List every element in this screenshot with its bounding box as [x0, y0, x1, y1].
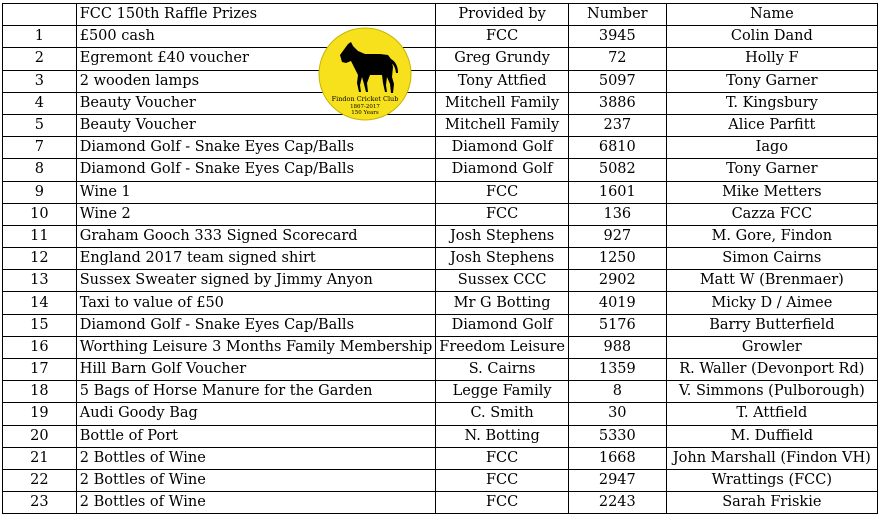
provider-cell: Tony Attfied [436, 70, 569, 92]
table-row [3, 359, 878, 381]
row-number: 10 [3, 203, 77, 225]
winner-name-cell: Wrattings (FCC) [666, 469, 877, 491]
prize-cell: Egremont £40 voucher [76, 48, 436, 70]
table-row [3, 403, 878, 425]
table-row [3, 447, 878, 469]
provider-cell: Legge Family [436, 381, 569, 403]
prize-cell: Taxi to value of £50 [76, 292, 436, 314]
ticket-number-cell: 8 [568, 381, 666, 403]
ticket-number-cell: 1601 [568, 181, 666, 203]
prize-cell: Beauty Voucher [76, 92, 436, 114]
prize-cell: Hill Barn Golf Voucher [76, 359, 436, 381]
prize-cell: 2 Bottles of Wine [76, 447, 436, 469]
prize-cell: Bottle of Port [76, 425, 436, 447]
provider-cell: FCC [436, 181, 569, 203]
ticket-number-cell: 2947 [568, 469, 666, 491]
ticket-number-cell: 3886 [568, 92, 666, 114]
prize-cell: 2 Bottles of Wine [76, 492, 436, 514]
ticket-number-cell: 72 [568, 48, 666, 70]
row-number: 5 [3, 114, 77, 136]
ticket-number-cell: 5097 [568, 70, 666, 92]
provider-cell: FCC [436, 492, 569, 514]
provider-cell: Mitchell Family [436, 114, 569, 136]
row-number: 7 [3, 137, 77, 159]
table-row [3, 336, 878, 358]
header-provided-by: Provided by [436, 4, 569, 26]
table-row [3, 492, 878, 514]
row-number: 8 [3, 159, 77, 181]
provider-cell: Mitchell Family [436, 92, 569, 114]
table-row [3, 114, 878, 136]
prize-cell: Diamond Golf - Snake Eyes Cap/Balls [76, 137, 436, 159]
table-row [3, 469, 878, 491]
provider-cell: FCC [436, 469, 569, 491]
row-number: 12 [3, 248, 77, 270]
ticket-number-cell: 2902 [568, 270, 666, 292]
provider-cell: Diamond Golf [436, 159, 569, 181]
row-number: 20 [3, 425, 77, 447]
table-row [3, 248, 878, 270]
header-prize: FCC 150th Raffle Prizes [76, 4, 436, 26]
prize-cell: Worthing Leisure 3 Months Family Membership [76, 336, 436, 358]
row-number: 15 [3, 314, 77, 336]
prize-cell: 5 Bags of Horse Manure for the Garden [76, 381, 436, 403]
winner-name-cell: Tony Garner [666, 159, 877, 181]
provider-cell: FCC [436, 26, 569, 48]
provider-cell: Diamond Golf [436, 314, 569, 336]
provider-cell: FCC [436, 203, 569, 225]
winner-name-cell: M. Duffield [666, 425, 877, 447]
table-row [3, 70, 878, 92]
table-row [3, 225, 878, 247]
winner-name-cell: V. Simmons (Pulborough) [666, 381, 877, 403]
ticket-number-cell: 1359 [568, 359, 666, 381]
row-number: 14 [3, 292, 77, 314]
ticket-number-cell: 1668 [568, 447, 666, 469]
prize-cell: 2 Bottles of Wine [76, 469, 436, 491]
row-number: 11 [3, 225, 77, 247]
prize-cell: Graham Gooch 333 Signed Scorecard [76, 225, 436, 247]
table-row [3, 292, 878, 314]
winner-name-cell: Colin Dand [666, 26, 877, 48]
prize-cell: England 2017 team signed shirt [76, 248, 436, 270]
winner-name-cell: Mike Metters [666, 181, 877, 203]
ticket-number-cell: 6810 [568, 137, 666, 159]
winner-name-cell: R. Waller (Devonport Rd) [666, 359, 877, 381]
ticket-number-cell: 927 [568, 225, 666, 247]
row-number: 16 [3, 336, 77, 358]
table-row [3, 425, 878, 447]
table-row [3, 137, 878, 159]
row-number: 13 [3, 270, 77, 292]
logo-years: 1867-2017 [350, 104, 380, 110]
winner-name-cell: Micky D / Aimee [666, 292, 877, 314]
prize-cell: 2 wooden lamps [76, 70, 436, 92]
ticket-number-cell: 30 [568, 403, 666, 425]
header-name: Name [666, 4, 877, 26]
winner-name-cell: T. Attfield [666, 403, 877, 425]
winner-name-cell: Simon Cairns [666, 248, 877, 270]
row-number: 4 [3, 92, 77, 114]
ticket-number-cell: 5082 [568, 159, 666, 181]
provider-cell: Diamond Golf [436, 137, 569, 159]
winner-name-cell: Growler [666, 336, 877, 358]
prize-cell: Diamond Golf - Snake Eyes Cap/Balls [76, 314, 436, 336]
row-number: 18 [3, 381, 77, 403]
header-row [3, 4, 878, 26]
provider-cell: N. Botting [436, 425, 569, 447]
ticket-number-cell: 3945 [568, 26, 666, 48]
table-row [3, 48, 878, 70]
table-row [3, 159, 878, 181]
provider-cell: Josh Stephens [436, 248, 569, 270]
provider-cell: Freedom Leisure [436, 336, 569, 358]
prize-cell: Audi Goody Bag [76, 403, 436, 425]
winner-name-cell: Matt W (Brenmaer) [666, 270, 877, 292]
table-row [3, 381, 878, 403]
winner-name-cell: Alice Parfitt [666, 114, 877, 136]
provider-cell: Mr G Botting [436, 292, 569, 314]
findon-cricket-club-logo [318, 27, 412, 121]
row-number: 17 [3, 359, 77, 381]
row-number: 3 [3, 70, 77, 92]
row-number: 19 [3, 403, 77, 425]
ticket-number-cell: 5330 [568, 425, 666, 447]
prize-cell: Sussex Sweater signed by Jimmy Anyon [76, 270, 436, 292]
table-row [3, 314, 878, 336]
prize-cell: Beauty Voucher [76, 114, 436, 136]
table-row [3, 270, 878, 292]
table-row [3, 92, 878, 114]
winner-name-cell: Sarah Friskie [666, 492, 877, 514]
table-row [3, 181, 878, 203]
provider-cell: S. Cairns [436, 359, 569, 381]
ticket-number-cell: 1250 [568, 248, 666, 270]
winner-name-cell: Holly F [666, 48, 877, 70]
ticket-number-cell: 4019 [568, 292, 666, 314]
ticket-number-cell: 136 [568, 203, 666, 225]
prize-cell: Wine 1 [76, 181, 436, 203]
prize-cell: Diamond Golf - Snake Eyes Cap/Balls [76, 159, 436, 181]
provider-cell: C. Smith [436, 403, 569, 425]
ticket-number-cell: 988 [568, 336, 666, 358]
row-number: 2 [3, 48, 77, 70]
provider-cell: Josh Stephens [436, 225, 569, 247]
row-number: 22 [3, 469, 77, 491]
ticket-number-cell: 237 [568, 114, 666, 136]
winner-name-cell: Iago [666, 137, 877, 159]
table-row [3, 26, 878, 48]
winner-name-cell: John Marshall (Findon VH) [666, 447, 877, 469]
table-row [3, 203, 878, 225]
provider-cell: Sussex CCC [436, 270, 569, 292]
prize-cell: Wine 2 [76, 203, 436, 225]
winner-name-cell: Barry Butterfield [666, 314, 877, 336]
row-number: 23 [3, 492, 77, 514]
provider-cell: FCC [436, 447, 569, 469]
row-number: 21 [3, 447, 77, 469]
logo-anniversary: 150 Years [351, 110, 379, 116]
provider-cell: Greg Grundy [436, 48, 569, 70]
raffle-prizes-table [2, 3, 878, 514]
prize-cell: £500 cash [76, 26, 436, 48]
header-ticket-number: Number [568, 4, 666, 26]
winner-name-cell: M. Gore, Findon [666, 225, 877, 247]
row-number: 1 [3, 26, 77, 48]
ticket-number-cell: 5176 [568, 314, 666, 336]
winner-name-cell: T. Kingsbury [666, 92, 877, 114]
logo-club-name: Findon Cricket Club [331, 95, 399, 103]
winner-name-cell: Tony Garner [666, 70, 877, 92]
header-number-col [3, 4, 77, 26]
row-number: 9 [3, 181, 77, 203]
ticket-number-cell: 2243 [568, 492, 666, 514]
winner-name-cell: Cazza FCC [666, 203, 877, 225]
